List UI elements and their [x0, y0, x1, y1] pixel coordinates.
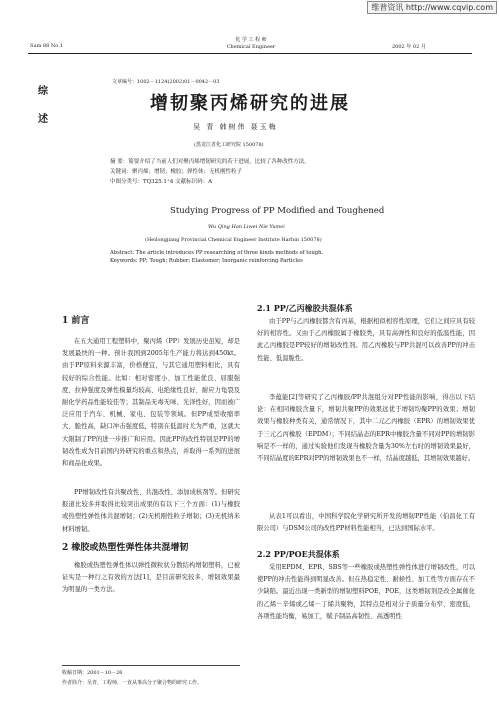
footnote-received: 收稿日期：2001－10－26: [62, 670, 123, 676]
english-keywords: Keywords: PP; Tough; Rubber; Elastomer; Inorganic reinforcing Particles: [110, 258, 303, 264]
section-1-para-2: PP增韧改性有共聚改性、共混改性、添加成核剂等。但研究报道比较多并取得比较突出成果的有以下三个方面：(1)与橡胶或热塑性弹性体共混增韧；(2)无机刚性粒子增韧；(3)无机纳米材料增韧。: [62, 489, 240, 533]
section-2-1-para-3: 从表1可以看出，中国科学院化学研究所开发的增韧PP性能（伯昌化工有限公司）与DSM公司的改性PP材料性能相当，已达到国际水平。: [257, 513, 475, 533]
watermark: 维普资讯 http://www.cqvip.com: [367, 1, 497, 14]
section-2-1-para-1: 由于PP与乙丙橡胶都含有丙基，根据相似相容性原理，它们之间应具有较好的相容性。又由于乙丙橡胶属于橡胶类，具有高弹性和良好的低温性能，因此乙丙橡胶是PP较好的增韧改性剂。用乙丙橡胶与PP共混可以改善PP的冲击性能、低温脆性。: [257, 318, 475, 362]
keywords-cn: 关键词：聚丙烯；增韧；橡胶；弹性体；无机刚性粒子: [110, 169, 243, 175]
header-volume: Sum 88 No.1: [30, 43, 63, 49]
article-number: 文章编号：1002－1124(2002)01－0042－03: [112, 79, 220, 85]
header-rule: [28, 53, 472, 54]
section-2-2-para-1: 采用EPDM、EPR、SBS等一些橡胶或热塑性弹性体进行增韧改性，可以使PP的冲击性能得到明显改善。但在热稳定性、耐候性、加工性等方面存在不少缺陷。最近出现一类新型的增韧塑料POE，POE，这类增韧剂是改全属催化的乙烯－辛烯或乙烯－丁烯共聚物，其特点是相对分子质量分布窄、密度低，各项性能均衡，易加工，赋予制品高韧性、高透明性: [257, 564, 475, 620]
section-2-2-title: 2.2 PP/POE共混体系: [257, 549, 340, 559]
journal-name-en: Chemical Engineer: [226, 44, 276, 50]
header-date: 2002 年 02 月: [392, 44, 426, 50]
header-journal: [196, 37, 306, 51]
section-2-1-para-2: 李蕴能[2]等研究了乙丙橡胶/PP共混组分对PP性能的影响，得出以下结论：在相同橡胶含量下，增韧共聚PP的效果远优于增韧均聚PP的效果；增韧效果与橡胶种类有关，通常情况下，其中二元乙丙橡胶（EPR）的增韧效果优于三元乙丙橡胶（EPDM）；不同结晶态的EPR中橡胶含量不同对PP的增韧影响是不一样的，通过实验他们发现当橡胶含量为30%左右时的增韧效果最好，不同结晶度的EPR对PP的增韧效果也不一样，结晶度越低，其增韧效果越好。: [257, 394, 475, 463]
classification: 中图分类号：TQ325.1⁺4 文献标识码：A: [110, 179, 213, 185]
page-title: 增韧聚丙烯研究的进展: [150, 93, 350, 114]
journal-name-cn: 化 学 工 程 师: [235, 37, 267, 43]
english-affiliation: (Heilongjiang Provincial Chemical Engineer Institute Harbin 150078): [145, 237, 322, 243]
abstract-cn: 摘 要：简要介绍了当前人们对聚丙烯增韧研究的若干进展，比较了各种改性方法。: [110, 159, 310, 165]
section-2-title: 2 橡胶或热塑性弹性体共混增韧: [62, 543, 189, 553]
section-1-title: 1 前言: [62, 316, 90, 326]
side-label-1: 综: [38, 86, 48, 97]
english-abstract: Abstract: The article introduces PP researching of three kinds methods of tough.: [110, 250, 324, 256]
english-authors: Wu Qing Han Liwei Nie Yumei: [208, 224, 285, 230]
affiliation: (黑龙江省化工研究院 150078): [194, 142, 264, 148]
side-label-2: 述: [38, 114, 48, 125]
section-2-para-1: 橡胶或热塑性弹性体以弹性微粒状分散结构增韧塑料，已被证实是一种行之有效的方法[1]，是目前研究较多、增韧效果最为明显的一类方法。: [62, 562, 240, 594]
section-1-para-1: 在五大通用工程塑料中，聚丙烯（PP）发展历史虽短，却是发展最快的一种。预计我国到2005年生产能力将达到450kt。由于PP原料来源丰富，价格便宜，与其它通用塑料相比，具有较好的综合性能。比如：相对密度小、加工性能优良、屈服强度、拉伸强度及弹性模量均较高、电绝缘性良好、耐应力龟裂及耐化学药品性能较佳等；其制品无毒无味、光泽性好，因而被广泛应用于汽车、机械、家电、包装等领域。但PP成型收缩率大、脆性高，缺口冲击强度低，特别在低温时尤为严重，这就大大限制了PP的进一步推广和应用。因此PP的改性特别是PP的增韧改性成为目前国内外研究的重点和热点，并取得一系列的进展和商品化成果。: [62, 338, 240, 468]
english-title: Studying Progress of PP Modified and Toughened: [170, 206, 385, 216]
section-2-1-title: 2.1 PP/乙丙橡胶共混体系: [257, 303, 353, 313]
english-abstract-block: [110, 249, 478, 265]
authors: 吴 青 韩树伟 聂玉梅: [193, 123, 278, 131]
footnote-rule: [62, 665, 240, 666]
footnote-author: 作者简介：吴青，工程师，一直从事高分子聚合物的研究工作。: [62, 680, 203, 686]
